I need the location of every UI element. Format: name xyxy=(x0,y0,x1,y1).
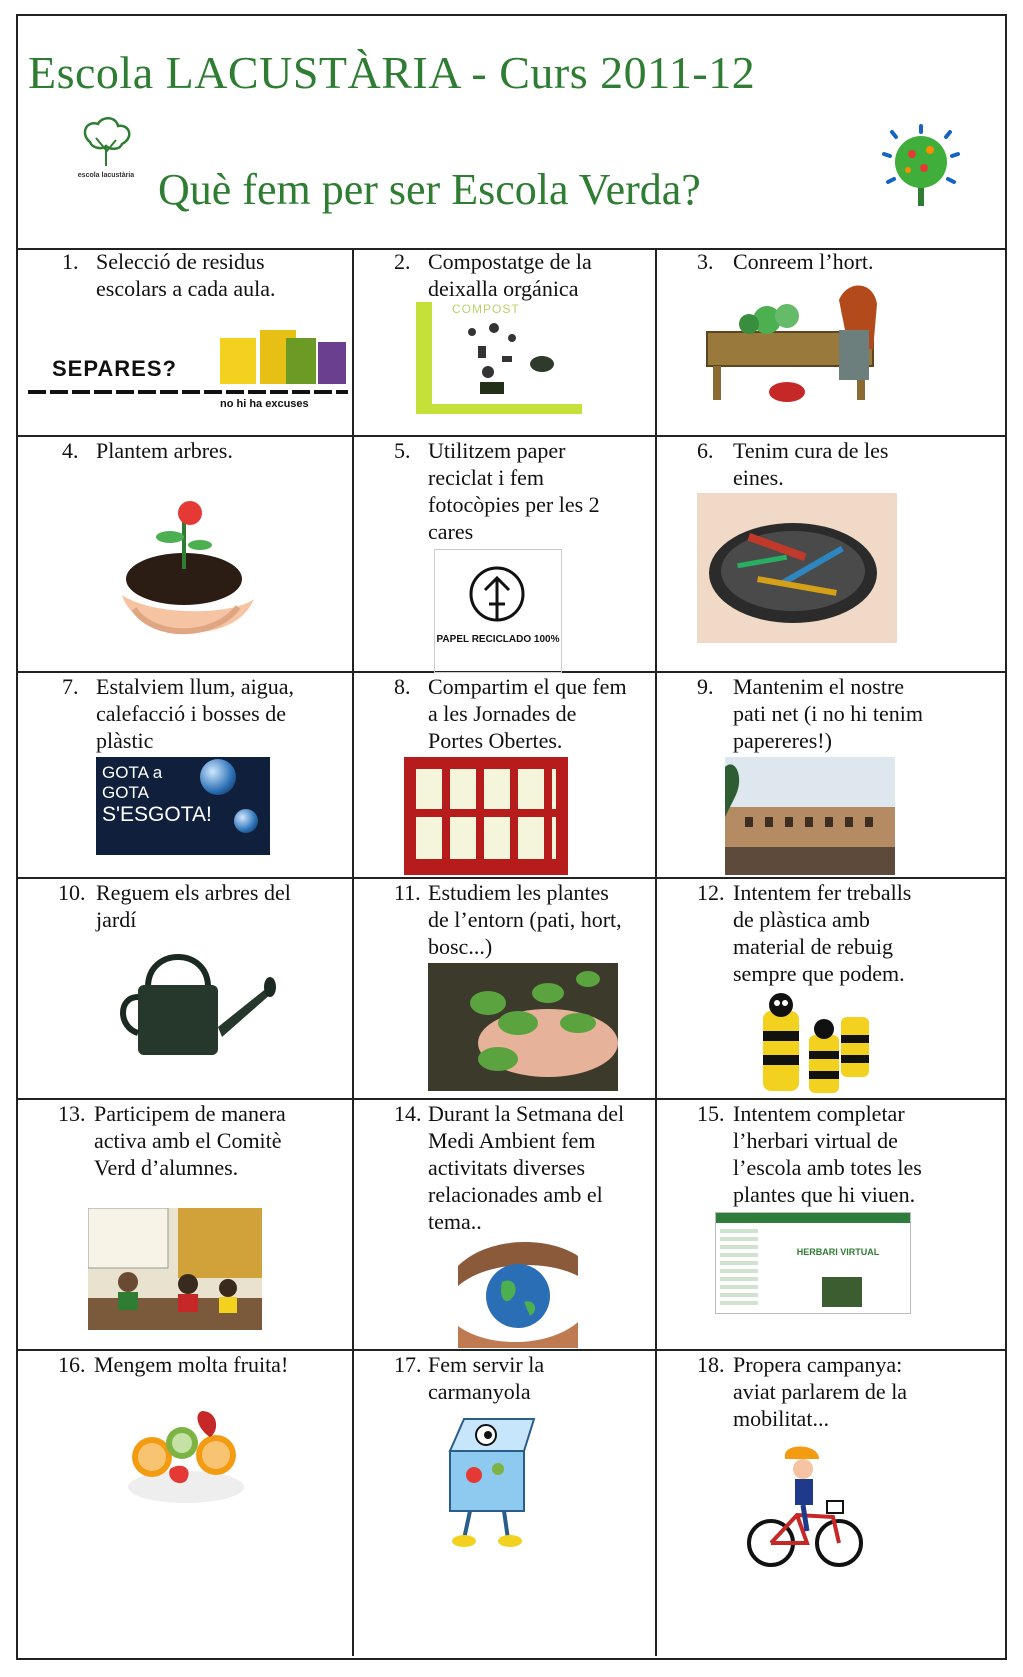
grid-row xyxy=(18,437,1005,673)
action-cell-5 xyxy=(354,437,657,671)
action-cell-18 xyxy=(657,1351,1005,1656)
item-text: carmanyola xyxy=(428,1379,531,1404)
item-number: 6. xyxy=(697,438,714,463)
item-text: de l’entorn (pati, hort, xyxy=(428,907,622,932)
item-number: 18. xyxy=(697,1352,725,1377)
item-number: 7. xyxy=(62,674,79,699)
tools-image xyxy=(697,493,897,643)
item-number: 9. xyxy=(697,674,714,699)
herbari-text: HERBARI VIRTUAL xyxy=(796,1247,880,1257)
item-text: plàstic xyxy=(96,728,154,753)
item-text: bosc...) xyxy=(428,934,493,959)
item-text: Durant la Setmana del xyxy=(428,1101,625,1126)
item-text: escolars a cada aula. xyxy=(96,276,276,301)
item-text: Plantem arbres. xyxy=(96,438,233,463)
grid-row xyxy=(18,879,1005,1100)
recycle-tree-icon xyxy=(435,550,561,672)
item-text: Estudiem les plantes xyxy=(428,880,609,905)
item-number: 17. xyxy=(394,1352,422,1377)
action-cell-2 xyxy=(354,248,657,435)
item-text: calefacció i bosses de xyxy=(96,701,286,726)
item-text: papereres!) xyxy=(733,728,832,753)
item-text: Reguem els arbres del xyxy=(96,880,291,905)
item-text: jardí xyxy=(96,907,137,932)
bicycle-icon xyxy=(745,1445,865,1575)
grid-row xyxy=(18,1351,1005,1656)
item-text: de plàstica amb xyxy=(733,907,870,932)
item-number: 1. xyxy=(62,249,79,274)
item-text: Propera campanya: xyxy=(733,1352,903,1377)
item-text: Fem servir la xyxy=(428,1352,545,1377)
school-logo xyxy=(66,116,146,186)
recycled-bees-image xyxy=(753,991,873,1097)
item-text: relacionades amb el xyxy=(428,1182,603,1207)
item-text: Estalviem llum, aigua, xyxy=(96,674,294,699)
recycled-paper-image xyxy=(434,549,562,673)
item-number: 13. xyxy=(58,1101,86,1126)
action-cell-16 xyxy=(18,1351,354,1656)
grid-row xyxy=(18,1100,1005,1351)
action-cell-12 xyxy=(657,879,1005,1098)
action-cell-13 xyxy=(18,1100,354,1349)
action-cell-1 xyxy=(18,248,354,435)
poster xyxy=(16,14,1007,1660)
action-cell-9 xyxy=(657,673,1005,877)
item-text: Intentem fer treballs xyxy=(733,880,912,905)
item-text: aviat parlarem de la xyxy=(733,1379,908,1404)
item-text: eines. xyxy=(733,465,784,490)
green-tree-icon xyxy=(874,124,970,214)
logo-caption: escola lacustària xyxy=(77,172,135,179)
item-text: material de rebuig xyxy=(733,934,894,959)
separes-image xyxy=(24,328,348,424)
gota-text: GOTA a xyxy=(102,763,163,782)
item-number: 4. xyxy=(62,438,79,463)
action-cell-14 xyxy=(354,1100,657,1349)
action-cell-15 xyxy=(657,1100,1005,1349)
action-cell-7 xyxy=(18,673,354,877)
action-cell-4 xyxy=(18,437,354,671)
item-text: a les Jornades de xyxy=(428,701,577,726)
item-text: activitats diverses xyxy=(428,1155,586,1180)
green-committee-image xyxy=(88,1208,262,1330)
item-text: Portes Obertes. xyxy=(428,728,563,753)
open-days-board-image xyxy=(404,757,568,875)
poster-header xyxy=(18,16,1005,250)
compost-text: COMPOST xyxy=(452,302,520,316)
item-text: Compartim el que fem xyxy=(428,674,627,699)
item-text: l’escola amb totes les xyxy=(733,1155,922,1180)
item-number: 16. xyxy=(58,1352,86,1377)
page-title: Escola LACUSTÀRIA - Curs 2011-12 xyxy=(28,47,756,98)
garden-image xyxy=(697,280,887,410)
action-cell-6 xyxy=(657,437,1005,671)
separes-text: SEPARES? xyxy=(52,356,177,381)
compost-image xyxy=(416,302,582,414)
item-text: mobilitat... xyxy=(733,1406,829,1431)
excuses-text: no hi ha excuses xyxy=(220,398,309,410)
fruit-bowl-image xyxy=(122,1407,252,1507)
item-text: Mantenim el nostre xyxy=(733,674,905,699)
watering-can-icon xyxy=(118,937,278,1067)
item-number: 14. xyxy=(394,1101,422,1126)
item-text: pati net (i no hi tenim xyxy=(733,701,924,726)
item-text: reciclat i fem xyxy=(428,465,545,490)
item-text: Selecció de residus xyxy=(96,249,265,274)
item-number: 5. xyxy=(394,438,411,463)
page-subtitle: Què fem per ser Escola Verda? xyxy=(158,165,701,214)
earth-hands-image xyxy=(458,1236,578,1348)
item-text: Medi Ambient fem xyxy=(428,1128,596,1153)
paper-text: PAPEL RECICLADO 100% xyxy=(436,634,560,645)
item-text: sempre que podem. xyxy=(733,961,905,986)
planting-hands-image xyxy=(114,499,264,649)
schoolyard-image xyxy=(725,757,895,875)
item-text: Intentem completar xyxy=(733,1101,905,1126)
virtual-herbarium-image xyxy=(715,1212,911,1314)
item-number: 11. xyxy=(394,880,421,905)
item-text: deixalla orgánica xyxy=(428,276,579,301)
item-text: Compostatge de la xyxy=(428,249,592,274)
item-text: tema.. xyxy=(428,1209,482,1234)
gota-text: GOTA xyxy=(102,783,149,802)
water-saving-image xyxy=(96,757,270,855)
action-cell-3 xyxy=(657,248,1005,435)
item-text: Utilitzem paper xyxy=(428,438,566,463)
action-cell-10 xyxy=(18,879,354,1098)
item-text: Tenim cura de les xyxy=(733,438,889,463)
item-number: 3. xyxy=(697,249,714,274)
action-cell-11 xyxy=(354,879,657,1098)
lunchbox-mascot-image xyxy=(434,1409,544,1551)
item-text: Mengem molta fruita! xyxy=(94,1352,289,1377)
item-text: Conreem l’hort. xyxy=(733,249,874,274)
tree-logo-icon xyxy=(76,116,136,172)
item-number: 15. xyxy=(697,1101,725,1126)
item-text: Participem de manera xyxy=(94,1101,286,1126)
item-number: 2. xyxy=(394,249,411,274)
item-text: Verd d’alumnes. xyxy=(94,1155,239,1180)
grid-row xyxy=(18,248,1005,437)
item-number: 8. xyxy=(394,674,411,699)
action-cell-8 xyxy=(354,673,657,877)
item-number: 10. xyxy=(58,880,86,905)
plants-study-image xyxy=(428,963,618,1091)
item-text: fotocòpies per les 2 xyxy=(428,492,600,517)
item-text: activa amb el Comitè xyxy=(94,1128,282,1153)
action-cell-17 xyxy=(354,1351,657,1656)
item-text: cares xyxy=(428,519,474,544)
actions-grid xyxy=(18,248,1005,1658)
item-number: 12. xyxy=(697,880,725,905)
item-text: l’herbari virtual de xyxy=(733,1128,898,1153)
item-text: plantes que hi viuen. xyxy=(733,1182,916,1207)
gota-text: S'ESGOTA! xyxy=(102,803,212,826)
grid-row xyxy=(18,673,1005,879)
